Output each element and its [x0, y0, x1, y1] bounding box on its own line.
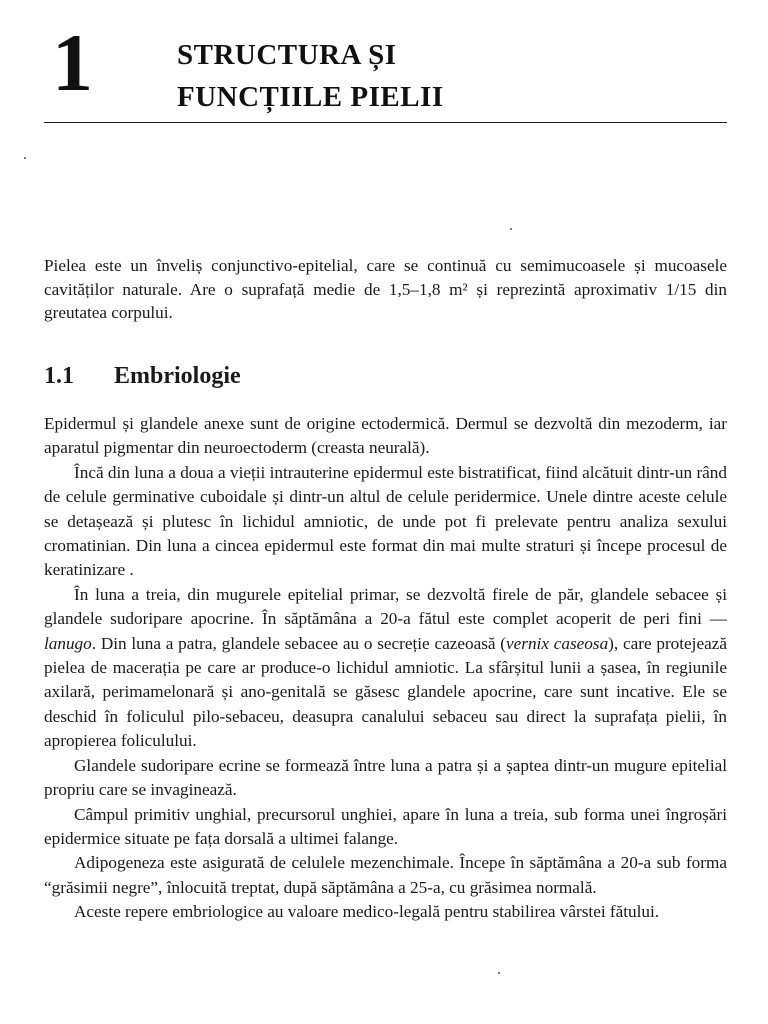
paragraph-text: ), care protejează pielea de macerația pe care ar produce-o lichidul amniotic. La sfârșitul lunii a șasea, în regiunile axilară, perimamelonară și ano-genitală se găsesc glandele apocrine, care sunt incative. Ele se deschid în foliculul pilo-sebaceu, deasupra canalului sebaceu sau direct la suprafața pielii, în apropierea foliculului.: [44, 633, 727, 751]
section-heading: [44, 360, 241, 392]
paragraph-text: . Din luna a patra, glandele sebacee au o secreție cazeoasă (: [91, 633, 507, 653]
chapter-title: [177, 34, 444, 118]
chapter-title-line1: STRUCTURA ȘI: [177, 39, 397, 71]
chapter-divider: [44, 122, 727, 123]
chapter-title-line2: FUNCȚIILE PIELII: [177, 81, 444, 113]
intro-paragraph: Pielea este un înveliș conjunctivo-epitelial, care se continuă cu semimucoasele și mucoasele cavităților naturale. Are o suprafață medie de 1,5–1,8 m² și reprezintă aproximativ 1/15 din greutatea corpului.: [44, 256, 727, 322]
body-paragraph: [44, 583, 727, 754]
body-paragraph: Glandele sudoripare ecrine se formează între luna a patra și a șaptea dintr-un mugure epitelial propriu care se invaginează.: [44, 755, 727, 800]
scan-speck: [498, 972, 500, 974]
scan-speck: [24, 157, 26, 159]
body-paragraph: Câmpul primitiv unghial, precursorul unghiei, apare în luna a treia, sub forma unei îngroșări epidermice situate pe fața dorsală a ultimei falange.: [44, 804, 727, 848]
italic-term: vernix caseosa: [506, 633, 609, 653]
italic-term: lanugo: [44, 633, 92, 653]
chapter-number: 1: [52, 17, 93, 108]
section-number: 1.1: [44, 363, 74, 389]
paragraph-text: În luna a treia, din mugurele epitelial primar, se dezvoltă firele de păr, glandele sebacee și glandele sudoripare apocrine. În săptămâna a 20-a fătul este complet acoperit de peri fini —: [44, 584, 727, 629]
section-title: Embriologie: [114, 363, 241, 389]
body-paragraph: Adipogeneza este asigurată de celulele mezenchimale. Începe în săptămâna a 20-a sub forma “grăsimii negre”, înlocuită treptat, după săptămâna a 25-a, cu grăsimea normală.: [44, 853, 727, 897]
scan-speck: [510, 228, 512, 230]
body-paragraph: Aceste repere embriologice au valoare medico-legală pentru stabilirea vârstei fătului.: [74, 902, 660, 922]
body-paragraph: Încă din luna a doua a vieții intrauterine epidermul este bistratificat, fiind alcătuit dintr-un rând de celule germinative cuboidale și dintr-un altul de celule peridermice. Unele dintre aceste celule se detașează și plutesc în lichidul amniotic, de unde pot fi prelevate pentru analiza sexului cromatinian. Din luna a cincea epidermul este format din mai multe straturi și începe procesul de keratinizare .: [44, 462, 727, 580]
body-paragraph: Epidermul și glandele anexe sunt de origine ectodermică. Dermul se dezvoltă din mezoderm, iar aparatul pigmentar din neuroectoderm (creasta neurală).: [44, 414, 727, 458]
section-body: [44, 412, 727, 925]
